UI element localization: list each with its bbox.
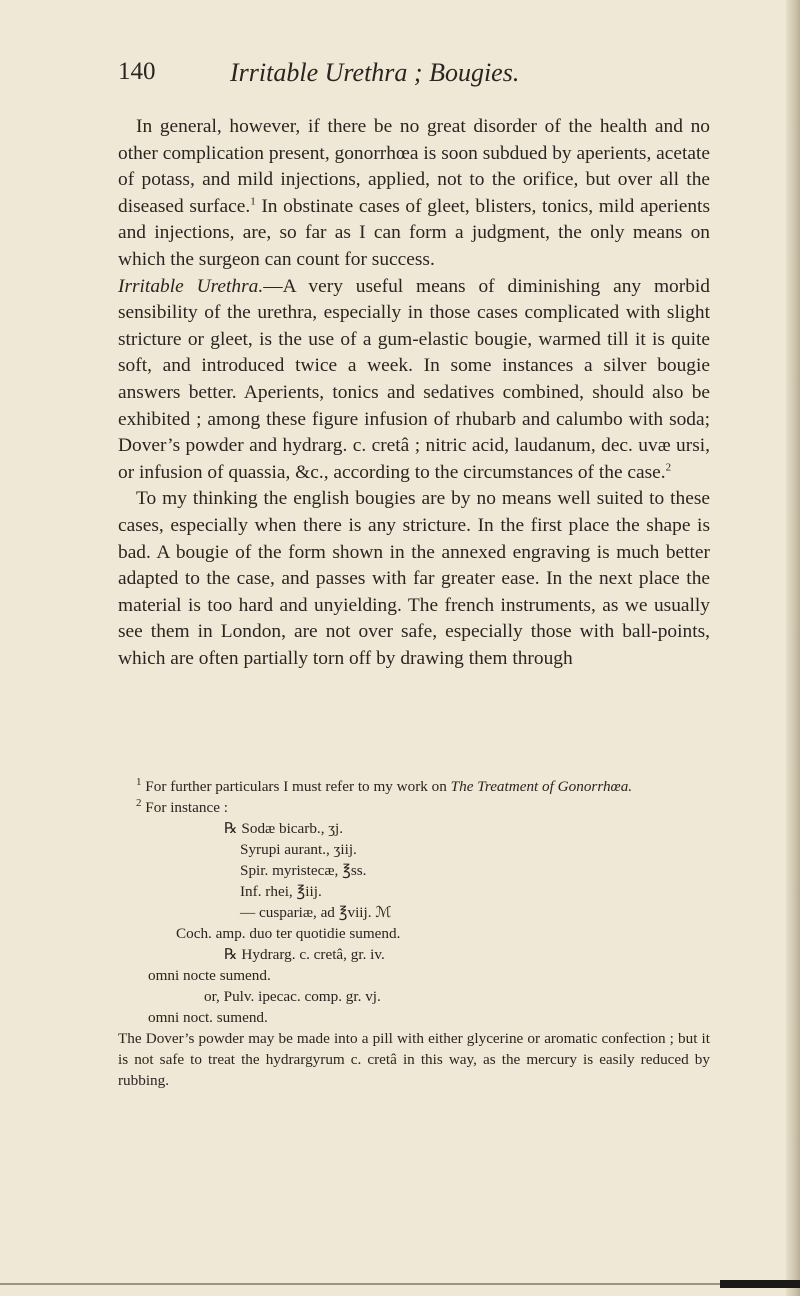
prescription-line: ℞ Hydrarg. c. cretâ, gr. iv. — [224, 946, 385, 963]
running-header — [118, 58, 718, 98]
paragraph-3: To my thinking the english bougies are by no means well suited to these cases, especially when there is any stricture. In the first place the shape is bad. A bougie of the form shown in the annexed engraving is much better adapted to the case, and passes with far greater ease. In the next place the material is too hard and unyielding. The french instruments, as we usually see them in London, are not over safe, especially those with ball-points, which are often partially torn off by drawing them through — [118, 488, 710, 669]
paragraph-1-text: In general, however, if there be no great disorder of the health and no other complication present, gonorrhœa is soon subdued by aperients, acetate of potass, and mild injections, applied, not to the orifice, but over all the diseased surface. — [118, 116, 710, 217]
prescription-line: omni noct. sumend. — [148, 1009, 268, 1026]
footnote-1 — [118, 776, 710, 797]
prescription-line: Inf. rhei, ℥iij. — [240, 883, 322, 900]
footnote-ref-2: 2 — [665, 461, 672, 474]
paragraph-1-tail: In obstinate cases of gleet, blisters, tonics, mild aperients and injections, are, so far as I can form a judgment, the only means on which the surgeon can count for success. — [118, 195, 710, 270]
bottom-rule — [0, 1283, 800, 1285]
footnote-2-text: For instance : — [141, 799, 228, 816]
page-number: 140 — [118, 58, 156, 85]
paragraph-2-text: —A very useful means of diminishing any morbid sensibility of the urethra, especially in those cases complicated with slight stricture or gleet, is the use of a gum-elastic bougie, warmed till it is quite soft, and introduced twice a week. In some instances a silver bougie answers better. Aperients, tonics and sedatives combined, should also be exhibited ; among these figure infusion of rhubarb and calumbo with soda; Dover’s powder and hydrarg. c. cretâ ; nitric acid, laudanum, dec. uvæ ursi, or infusion of quassia, &c., according to the circumstances of the case. — [118, 275, 710, 483]
paragraph-1 — [118, 114, 710, 274]
page-edge-shadow — [786, 0, 800, 1296]
footnote-1-text: For further particulars I must refer to my work on — [141, 778, 451, 795]
section-heading-irritable-urethra: Irritable Urethra. — [118, 275, 264, 297]
footnote-mark-2: 2 — [136, 796, 142, 809]
body-text — [118, 114, 710, 672]
prescription-line: — cuspariæ, ad ℥viij. ℳ — [240, 904, 392, 921]
footnote-2-tail: The Dover’s powder may be made into a pill with either glycerine or aromatic confection ; but it is not safe to treat the hydrargyrum c. cretâ in this way, as the mercury is easily reduced by rubbing. — [118, 1030, 710, 1089]
running-title: Irritable Urethra ; Bougies. — [230, 58, 520, 87]
prescription-line: Coch. amp. duo ter quotidie sumend. — [176, 925, 401, 942]
paragraph-2 — [118, 274, 710, 487]
prescription-line: omni nocte sumend. — [148, 967, 271, 984]
footnote-1-work-title: The Treatment of Gonorrhœa. — [450, 778, 633, 795]
footnote-mark-1: 1 — [136, 775, 142, 788]
footnote-2 — [118, 797, 710, 818]
prescription-line: Spir. myristecæ, ℥ss. — [240, 862, 367, 879]
prescription-line: ℞ Sodæ bicarb., ʒj. — [224, 820, 344, 837]
prescription-line: Syrupi aurant., ʒiij. — [240, 841, 357, 858]
bottom-edge-mark — [720, 1280, 800, 1288]
footnote-ref-1: 1 — [250, 195, 256, 208]
footnotes — [118, 776, 710, 1091]
prescription-line: or, Pulv. ipecac. comp. gr. vj. — [204, 988, 381, 1005]
